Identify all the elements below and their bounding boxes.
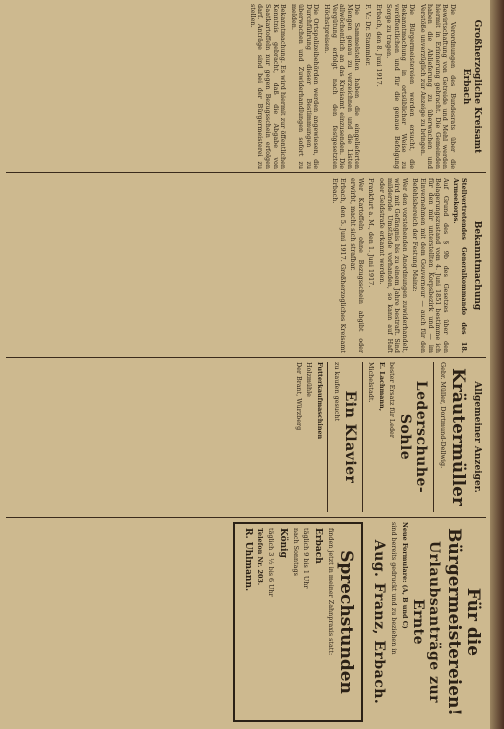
column-divider (6, 357, 486, 358)
sprech-sub: finden jetzt in meiner Zahnpraxis statt: (326, 528, 335, 656)
sub-title: Stellvertretendes Generalkommando des 18. Armeekorps. (452, 178, 468, 353)
paragraph: Wer den vorstehenden Anordnungen zuwiderhandelt, wird mit Gefängnis bis zu einem Jahre bestraft. Sind mildernde Umstände vorhanden, so kann auf Haft oder Geldstrafe erkannt werden. (378, 178, 409, 353)
sprech-place1: Erbach (313, 528, 324, 564)
paragraph: Wer Kartoffeln ohne Bezugsschein abgibt oder erwirbt, macht sich strafbar. (349, 178, 365, 353)
column-advertisements-1 (4, 362, 484, 512)
urlaub-ad-title: Für die Bürgermeistereien! (444, 528, 483, 716)
piano-ad-title: Ein Klavier (341, 390, 358, 484)
column-advertisements-2 (4, 522, 484, 722)
sprech-name: R. Uhlmann. (242, 528, 253, 592)
futter-ad-sub: Holzmühle (305, 362, 314, 397)
sprech-place2: König (278, 528, 289, 558)
dateline: Erbach, den 8. Juni 1917. (374, 4, 383, 87)
urlaub-ad-note: sind bereits gedruckt und zu beziehen in (390, 522, 399, 655)
paragraph: Erbach, den 5. Juni 1917. Großherzogliches Kreisamt Erbach. (331, 178, 347, 353)
sprech-place1-extra: nach Sonntags (291, 528, 300, 576)
signature: F. V.: Dr. Stammler. (364, 4, 373, 66)
futter-ad-seller: Der Brant, Würzberg (294, 362, 303, 431)
divider (362, 362, 363, 512)
sprech-phone: Telefon Nr. 203. (256, 528, 265, 586)
leather-ad-sub: bester Ersatz für Leder (388, 362, 397, 438)
urlaub-ad-firm: Aug. Franz, Erbach. (370, 539, 387, 705)
paragraph: Die Bürgermeistereien werden ersucht, die Bekanntmachung in ortsüblicher Weise zu veröffentlichen und für die genaue Befolgung Sorge zu tragen. (385, 4, 417, 169)
leather-ad-place: Michelstadt. (367, 362, 376, 403)
paragraph: Die Verordnungen des Bundesrats über die Bewirtschaftung von Getreide und Mehl werden hiermit in Erinnerung gebracht. Die Gemeinden haben die Ablieferung zu überwachen und Verstöße unverzüglich zur Anzeige zu bringen. (418, 4, 457, 169)
paragraph: Die Sammelstellen haben die eingelieferten Mengen genau zu verzeichnen und die Listen allwöchentlich an das Kreisamt einzusenden. Die Vergütung erfolgt nach den festgesetzten Höchstpreisen. (323, 4, 362, 169)
official-title: Bekanntmachung (472, 220, 482, 311)
column-divider (6, 172, 486, 173)
column-official-notice-1 (234, 4, 484, 169)
sprech-title: Sprechstunden (335, 550, 356, 694)
masthead: Großherzogliche Kreisamt Erbach (461, 19, 482, 154)
divider (433, 362, 434, 512)
sprech-place2-hours: täglich 3 ½ bis 6 Uhr (267, 528, 276, 597)
paragraph: Auf Grund des § 9b des Gesetzes über den Belagerungszustand vom 4. Juni 1851 bestimme ich für den mir unterstellten Korpsbezirk und — im Einvernehmen mit dem Gouverneur — auch für den Befehlsbereich der Festung Mainz: (411, 178, 450, 353)
sprechstunden-box (233, 522, 363, 722)
divider (327, 362, 328, 512)
urlaub-ad-sub: Neue Formulare: (A, B und C) (401, 522, 409, 629)
futter-ad-title: Futterkaufmaschinen (316, 362, 325, 440)
piano-ad-sub: zu kaufen gesucht (332, 362, 341, 422)
paragraph: Die Ortspolizeibehörden werden angewiesen, die Durchführung dieser Bestimmungen zu überwachen und Zuwiderhandlungen sofort zu melden. (289, 4, 321, 169)
column-official-notice-2 (234, 178, 484, 353)
paragraph: Bekanntmachung. Es wird hiermit zur öffentlichen Kenntnis gebracht, daß die Abgabe von Saatkartoffeln nur gegen Bezugsschein erfolgen darf. Anträge sind bei der Bürgermeisterei zu stellen. (248, 4, 288, 169)
column-divider (6, 517, 486, 518)
leather-ad-seller: E. Lachmann, (377, 362, 386, 411)
section-title: Allgemeiner Anzeiger. (472, 381, 482, 493)
kraeuter-ad-title: Kräutermüller (448, 368, 468, 506)
dateline: Frankfurt a. M., den 1. Juni 1917. (367, 178, 376, 288)
page-edge-shadow (490, 0, 504, 729)
urlaub-ad-text: Urlaubsanträge zur Ernte (410, 540, 442, 704)
leather-ad-title: Lederschuhe-Sohle (397, 380, 430, 494)
kraeuter-ad-from: Gebr. Müller, Dortmund-Dellwig. (439, 362, 447, 469)
sprech-place1-hours: täglich 9 bis 1 Uhr (302, 528, 311, 589)
